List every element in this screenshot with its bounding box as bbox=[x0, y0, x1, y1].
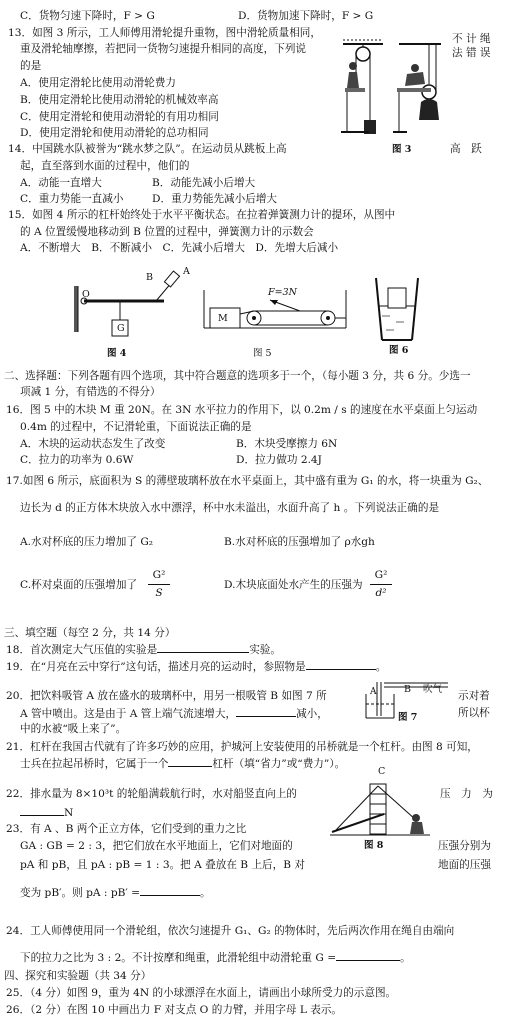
q22-stem-1: 22．排水量为 8×10³t 的轮船满载航行时，水对船竖直向上的 bbox=[6, 788, 297, 800]
q20-stem-1-right: 示对着 bbox=[458, 690, 490, 702]
q23-answer-blank[interactable] bbox=[140, 886, 200, 896]
figure-4-lever bbox=[72, 268, 192, 350]
figure-5-caption: 图 5 bbox=[253, 348, 272, 359]
figure-5-block-m: M bbox=[218, 313, 228, 324]
q16-option-c: C．拉力的功率为 0.6W bbox=[20, 454, 134, 466]
q19-answer-blank[interactable] bbox=[306, 660, 376, 670]
figure-4-point-o: O bbox=[82, 289, 90, 300]
section-3-heading: 三、填空题（每空 2 分，共 14 分） bbox=[4, 627, 176, 639]
q21-stem-2-suffix: 杠杆（填“省力”或“费力”）。 bbox=[212, 758, 346, 770]
q15-stem-2: 的 A 位置缓慢地移动到 B 位置的过程中，弹簧测力计的示数会 bbox=[20, 226, 314, 238]
figure-5-force-label: F=3N bbox=[268, 287, 297, 298]
q23-stem-4 bbox=[20, 886, 211, 901]
q13-option-c: C．使用定滑轮和使用动滑轮的有用功相同 bbox=[20, 111, 219, 123]
q20-stem-2 bbox=[20, 707, 328, 722]
q17-option-d-fraction-bar bbox=[370, 584, 392, 585]
q17-option-c-fraction-bar bbox=[148, 584, 170, 585]
q23-stem-4-text: 变为 pB′。则 pA : pB′ = bbox=[20, 887, 141, 899]
q20-answer-blank[interactable] bbox=[236, 707, 296, 717]
section-2-heading-2: 项减 1 分，有错选的不得分） bbox=[20, 386, 161, 398]
q17-option-c-label: C.杯对桌面的压强增加了 bbox=[20, 579, 138, 591]
figure-7-caption: 图 7 bbox=[398, 712, 418, 723]
q26-text: 26．（2 分）在图 10 中画出力 F 对支点 O 的力臂，并用字母 L 表示。 bbox=[6, 1004, 343, 1016]
figure-8-label-c: C bbox=[378, 766, 386, 777]
q20-stem-3: 中的水被“吸上来了”。 bbox=[20, 723, 127, 735]
q22-stem-2 bbox=[20, 806, 73, 821]
q14-stem-2: 起，直至落到水面的过程中，他们的 bbox=[20, 160, 190, 172]
q18-prefix: 18．首次测定大气压值的实验是 bbox=[6, 644, 158, 656]
figure-3-pulleys bbox=[335, 28, 447, 140]
q17-option-d-numerator: G² bbox=[374, 569, 388, 581]
q17-stem-2: 边长为 d 的正方体木块放入水中漂浮，杯中水未溢出，水面升高了 h 。下列说法正确的是 bbox=[20, 502, 440, 514]
q21-stem-2-text: 士兵在拉起吊桥时，它属于一个 bbox=[20, 758, 169, 770]
q24-stem-2 bbox=[20, 951, 411, 966]
figure-4-weight-g: G bbox=[117, 323, 125, 334]
figure-8-drawbridge bbox=[330, 774, 430, 838]
q14-stem-1-right: 高 跃 bbox=[450, 143, 482, 155]
q13-stem-1: 13．如图 3 所示，工人师傅用滑轮提升重物，图中滑轮质量相同， bbox=[8, 27, 321, 39]
q12-option-c: C．货物匀速下降时，F > G bbox=[20, 10, 155, 22]
q24-answer-blank[interactable] bbox=[336, 951, 400, 961]
q15-stem-1: 15．如图 4 所示的杠杆始终处于水平平衡状态。在拉着弹簧测力计的提环，从图中 bbox=[8, 209, 396, 221]
q23-stem-3-right: 地面的压强 bbox=[438, 859, 491, 871]
q21-answer-blank[interactable] bbox=[168, 757, 212, 767]
q17-option-c-denominator: S bbox=[155, 587, 163, 599]
q22-answer-blank[interactable] bbox=[20, 806, 64, 816]
figure-8-caption: 图 8 bbox=[364, 840, 384, 851]
q20-stem-1: 20．把饮料吸管 A 放在盛水的玻璃杯中，用另一根吸管 B 如图 7 所 bbox=[6, 690, 327, 702]
q17-option-b: B.水对杯底的压强增加了 ρ水gh bbox=[224, 536, 375, 548]
figure-7-label-b: B bbox=[404, 684, 411, 695]
q23-stem-4-suffix: 。 bbox=[200, 887, 211, 899]
q23-stem-2: GA : GB = 2 : 3，把它们放在水平地面上，它们对地面的 bbox=[20, 840, 293, 852]
q13-stem-3: 的是 bbox=[20, 60, 42, 72]
q13-stem-1-right: 不 计 绳 bbox=[452, 33, 491, 45]
q16-option-b: B．木块受摩擦力 6N bbox=[236, 438, 338, 450]
q13-option-b: B．使用定滑轮比使用动滑轮的机械效率高 bbox=[20, 94, 219, 106]
q18-answer-blank[interactable] bbox=[157, 643, 249, 653]
q20-stem-2-right: 所以杯 bbox=[458, 707, 490, 719]
q19-suffix: 。 bbox=[375, 661, 387, 673]
q14-option-b: B．动能先减小后增大 bbox=[152, 177, 256, 189]
q17-option-a: A.水对杯底的压力增加了 G₂ bbox=[20, 536, 154, 548]
figure-7-label-a: A bbox=[370, 687, 377, 697]
q24-stem-2-text: 下的拉力之比为 3 : 2。不计按摩和绳重，此滑轮组中动滑轮重 G = bbox=[20, 952, 337, 964]
q13-option-a: A．使用定滑轮比使用动滑轮费力 bbox=[20, 77, 176, 89]
q23-stem-3: pA 和 pB，且 pA : pB = 1 : 3。把 A 叠放在 B 上后，B 对 bbox=[20, 859, 305, 871]
figure-3-caption: 图 3 bbox=[392, 144, 412, 155]
q13-option-d: D．使用定滑轮和使用动滑轮的总功相同 bbox=[20, 127, 209, 139]
q15-options: A．不断增大 B．不断减小 C．先减小后增大 D．先增大后减小 bbox=[20, 242, 339, 254]
q23-stem-1: 23．有 A 、B 两个正立方体，它们受到的重力之比 bbox=[6, 823, 247, 835]
figure-4-point-b: B bbox=[146, 272, 153, 283]
figure-7-label-blow: 吹气 bbox=[423, 684, 443, 695]
q17-option-d-denominator: d² bbox=[375, 587, 387, 599]
q14-option-c: C．重力势能一直减小 bbox=[20, 193, 124, 205]
q12-option-d: D．货物加速下降时，F > G bbox=[238, 10, 374, 22]
figure-6-caption: 图 6 bbox=[389, 345, 409, 356]
q17-stem-1: 17.如图 6 所示，底面积为 S 的薄壁玻璃杯放在水平桌面上，其中盛有重为 G₁ 的水，将一块重为 G₂、 bbox=[6, 475, 489, 487]
q23-stem-2-right: 压强分别为 bbox=[438, 840, 491, 852]
q24-stem-2-suffix: 。 bbox=[400, 952, 411, 964]
q21-stem-1: 21．杠杆在我国古代就有了许多巧妙的应用，护城河上安装使用的吊桥就是一个杠杆。由图 8 可知， bbox=[6, 741, 478, 753]
figure-4-caption: 图 4 bbox=[107, 348, 127, 359]
q16-option-a: A．木块的运动状态发生了改变 bbox=[20, 438, 166, 450]
figure-6-cup-with-block bbox=[372, 276, 422, 344]
q14-option-d: D．重力势能先减小后增大 bbox=[152, 193, 278, 205]
q16-stem-1: 16．图 5 中的木块 M 重 20N。在 3N 水平拉力的作用下，以 0.2m / s 的速度在水平桌面上匀运动 bbox=[6, 404, 478, 416]
q14-option-a: A．动能一直增大 bbox=[20, 177, 102, 189]
q18-suffix: 实验。 bbox=[249, 644, 281, 656]
section-2-heading-1: 二、选择题：下列各题有四个选项，其中符合题意的选项多于一个，（每小题 3 分，共 6 分。少选一 bbox=[4, 370, 471, 382]
q21-stem-2 bbox=[20, 757, 345, 772]
q17-option-d-label: D.木块底面处水产生的压强为 bbox=[224, 579, 363, 591]
q19-stem: 19．在“月亮在云中穿行”这句话，描述月亮的运动时，参照物是 bbox=[6, 661, 306, 673]
figure-4-point-a: A bbox=[183, 266, 190, 277]
q16-option-d: D．拉力做功 2.4J bbox=[236, 454, 322, 466]
q22-stem-1-right: 压 力 为 bbox=[440, 788, 493, 800]
q20-stem-2-text: A 管中喷出。这是由于 A 管上端气流速增大， bbox=[20, 708, 237, 720]
q13-stem-2-right: 法 错 误 bbox=[452, 47, 491, 59]
q13-stem-2: 重及滑轮轴摩擦，若把同一货物匀速提升相同的高度，下列说 bbox=[20, 43, 307, 55]
q16-stem-2: 0.4m 的过程中，不记滑轮重，下面说法正确的是 bbox=[20, 421, 252, 433]
q22-unit: N bbox=[64, 807, 74, 819]
q20-stem-2-suffix: 减小， bbox=[296, 708, 328, 720]
q24-stem-1: 24．工人师傅使用同一个滑轮组，依次匀速提升 G₁、G₂ 的物体时，先后两次作用在绳自由端向 bbox=[6, 925, 455, 937]
q19-text bbox=[6, 660, 386, 675]
q18-text bbox=[6, 643, 281, 658]
q17-option-c-numerator: G² bbox=[152, 569, 166, 581]
section-4-heading: 四、探究和实验题（共 34 分） bbox=[4, 970, 152, 982]
q14-stem-1: 14．中国跳水队被誉为“跳水梦之队”。在运动员从跳板上高 bbox=[8, 143, 287, 155]
q25-text: 25．（4 分）如图 9，重为 4N 的小球漂浮在水面上，请画出小球所受力的示意图。 bbox=[6, 987, 397, 999]
